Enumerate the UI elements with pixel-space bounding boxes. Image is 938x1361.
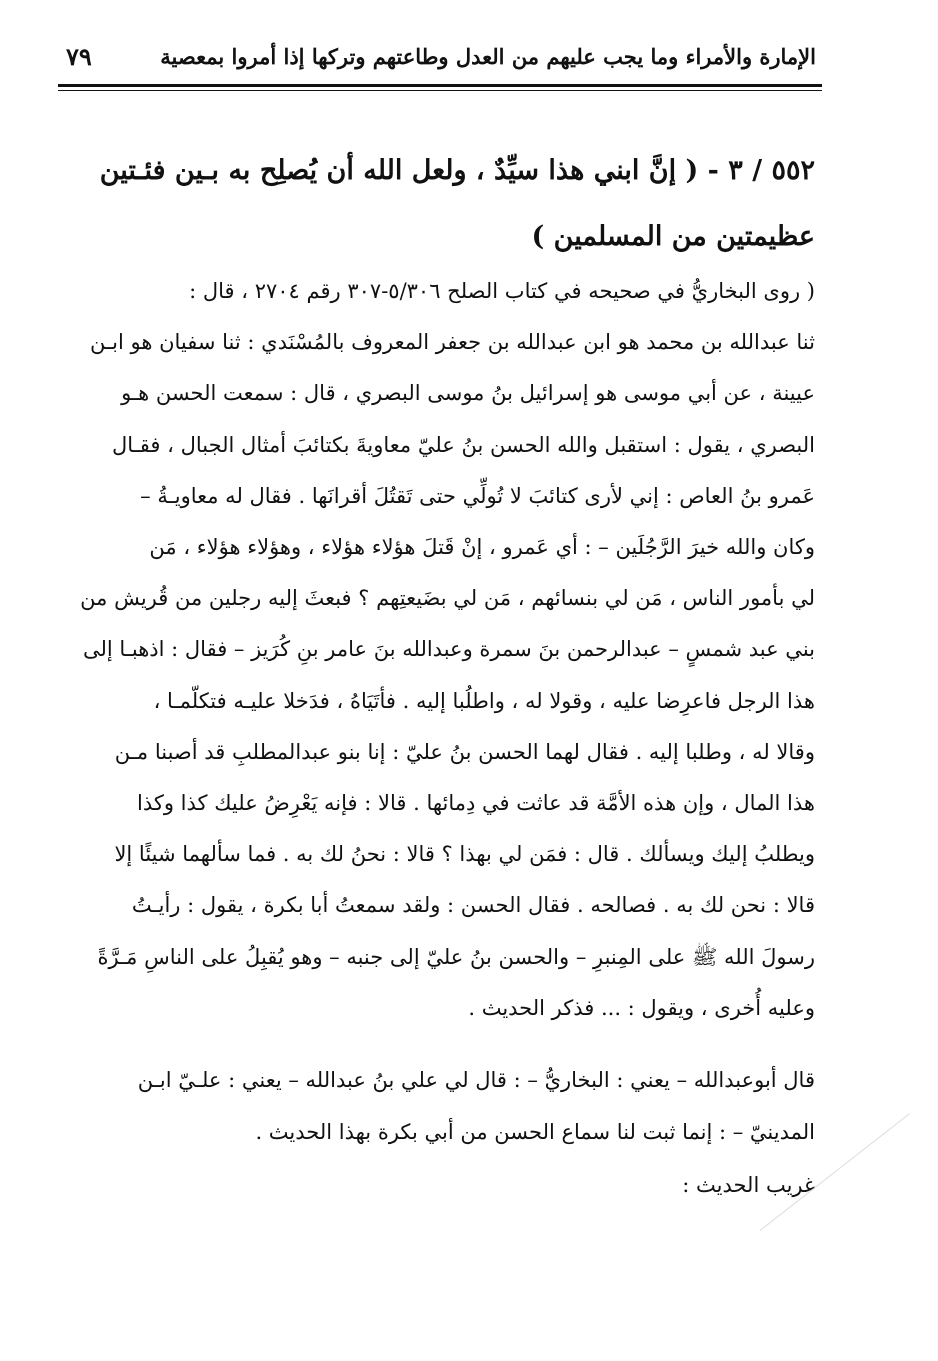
narration-line: وقالا له ، وطلبا إليه . فقال لهما الحسن بنُ عليّ : إنا بنو عبدالمطلبِ قد أصبنا مـن: [114, 739, 815, 764]
narration-line: رسولَ الله ﷺ على المِنبرِ – والحسن بنُ عليّ إلى جنبه – وهو يُقبِلُ على الناسِ مَـرَّةً: [97, 944, 815, 969]
page-number: ٧٩: [66, 42, 92, 71]
hadith-heading-line: عظيمتين من المسلمين ): [531, 221, 815, 252]
commentary-paragraph: [60, 1054, 815, 1158]
running-header: [60, 38, 820, 78]
commentary-line: المدينيّ – : إنما ثبت لنا سماع الحسن من أبي بكرة بهذا الحديث .: [255, 1120, 815, 1144]
narration-line: بني عبد شمسٍ – عبدالرحمن بنَ سمرة وعبدالله بنَ عامر بنِ كُرَيز – فقال : اذهبـا إلى: [82, 637, 815, 662]
narration-paragraph: [60, 266, 815, 1034]
narration-line: ويطلبُ إليك ويسألك . قال : فمَن لي بهذا ؟ قالا : نحنُ لك به . فما سألهما شيئًا إلا: [114, 842, 815, 867]
narration-line: ثنا عبدالله بن محمد هو ابن عبدالله بن جعفر المعروف بالمُسْنَدي : ثنا سفيان هو ابـن: [89, 330, 815, 355]
header-rule-thin: [58, 90, 822, 91]
hadith-heading-line: ٥٥٢ / ٣ - ( إنَّ ابني هذا سيِّدٌ ، ولعل الله أن يُصلِح به بـين فئـتين: [99, 155, 815, 186]
narration-line: عيينة ، عن أبي موسى هو إسرائيل بنُ موسى البصري ، قال : سمعت الحسن هـو: [121, 381, 815, 406]
hadith-heading: [60, 138, 815, 270]
narration-line: هذا الرجل فاعرِضا عليه ، وقولا له ، واطلُبا إليه . فأتَيَاهُ ، فدَخلا عليـه فتكلّمـا ،: [153, 688, 815, 713]
narration-line: عَمرو بنُ العاص : إني لأرى كتائبَ لا تُولِّي حتى تَقتُلَ أقرانَها . فقال له معاويـةُ –: [140, 483, 815, 508]
gharib-heading: غريب الحديث :: [682, 1173, 815, 1197]
narration-line: ( روى البخاريُّ في صحيحه في كتاب الصلح ٥/٣٠٦-٣٠٧ رقم ٢٧٠٤ ، قال :: [189, 279, 815, 303]
header-rule-thick: [58, 84, 822, 87]
narration-line: هذا المال ، وإن هذه الأمَّة قد عاثت في دِمائها . قالا : فإنه يَعْرِضُ عليك كذا وكذا: [137, 791, 815, 816]
narration-line: قالا : نحن لك به . فصالحه . فقال الحسن : ولقد سمعتُ أبا بكرة ، يقول : رأيـتُ: [131, 893, 815, 918]
running-title: الإمارة والأمراء وما يجب عليهم من العدل وطاعتهم وتركها إذا أمروا بمعصية: [160, 44, 816, 69]
commentary-line: قال أبوعبدالله – يعني : البخاريُّ – : قال لي علي بنُ عبدالله – يعني : علـيّ ابـن: [137, 1068, 815, 1092]
narration-line: وكان والله خيرَ الرَّجُلَين – : أي عَمرو ، إنْ قَتلَ هؤلاء هؤلاء ، وهؤلاء هؤلاء ، مَن: [149, 535, 815, 560]
narration-line: وعليه أُخرى ، ويقول : ... فذكر الحديث .: [468, 995, 815, 1020]
narration-line: لي بأمور الناس ، مَن لي بنسائهم ، مَن لي بضَيعتِهم ؟ فبعثَ إليه رجلين من قُريش من: [80, 586, 815, 611]
narration-line: البصري ، يقول : استقبل والله الحسن بنُ عليّ معاويةَ بكتائبَ أمثال الجبال ، فقـال: [112, 432, 815, 457]
